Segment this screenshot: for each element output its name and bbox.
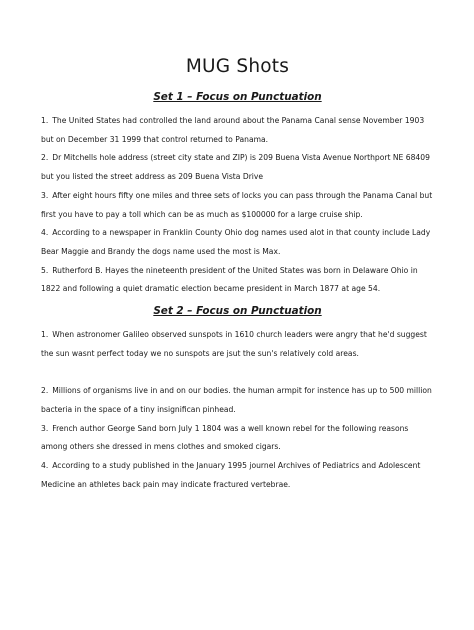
section-heading: Set 1 – Focus on Punctuation <box>153 91 322 103</box>
item-text: When astronomer Galileo observed sunspots in 1610 church leaders were angry that he'd suggest the sun wasnt perfect today we no sunspots are jsut the sun's relatively cold areas. <box>41 330 427 358</box>
item-text: According to a newspaper in Franklin County Ohio dog names used alot in that county include Lady Bear Maggie and Brandy the dogs name used the most is Max. <box>41 228 431 256</box>
sentence-item <box>41 149 434 186</box>
item-number: 4. <box>41 228 49 238</box>
item-text: Dr Mitchells hole address (street city state and ZIP) is 209 Buena Vista Avenue Northport NE 68409 but you listed the street address as 209 Buena Vista Drive <box>41 153 430 182</box>
section-heading: Set 2 – Focus on Punctuation <box>153 305 322 318</box>
document-title: MUG Shots <box>185 56 290 77</box>
item-number: 1. <box>41 330 49 340</box>
item-text: According to a study published in the January 1995 journel Archives of Pediatrics and Adolescent Medicine an athletes back pain may indicate fractured vertebrae. <box>41 460 421 489</box>
item-text: After eight hours fifty one miles and three sets of locks you can pass through the Panama Canal but first you have to pay a toll which can be as much as $100000 for a large cruise ship. <box>41 190 433 219</box>
sentence-item <box>41 112 434 149</box>
sentence-item <box>41 262 434 299</box>
item-text: Rutherford B. Hayes the nineteenth president of the United States was born in Delaware Ohio in 1822 and following a quiet dramatic election became president in March 1877 at age 54. <box>41 265 418 294</box>
sentence-item <box>41 187 434 224</box>
item-number: 2. <box>41 386 49 396</box>
item-number: 3. <box>41 190 49 200</box>
item-text: Millions of organisms live in and on our bodies. the human armpit for instence has up to 500 million bacteria in the space of a tiny insignifican pinhead. <box>41 386 432 414</box>
item-number: 3. <box>41 423 49 433</box>
blank-line <box>41 363 434 382</box>
item-number: 1. <box>41 116 49 125</box>
sentence-item <box>41 420 434 457</box>
sentence-item <box>41 224 434 261</box>
item-text: French author George Sand born July 1 1804 was a well known rebel for the following reasons among others she dressed in mens clothes and smoked cigars. <box>41 423 409 452</box>
sentence-item <box>41 457 434 494</box>
item-number: 2. <box>41 153 49 163</box>
sentence-item <box>41 382 434 419</box>
sentence-item <box>41 326 434 363</box>
item-number: 5. <box>41 265 49 275</box>
section-set-2 <box>41 305 434 494</box>
section-set-1 <box>41 91 434 299</box>
item-number: 4. <box>41 460 49 470</box>
item-text: The United States had controlled the land around about the Panama Canal sense November 1903 but on December 31 1999 that control returned to Panama. <box>41 116 425 144</box>
